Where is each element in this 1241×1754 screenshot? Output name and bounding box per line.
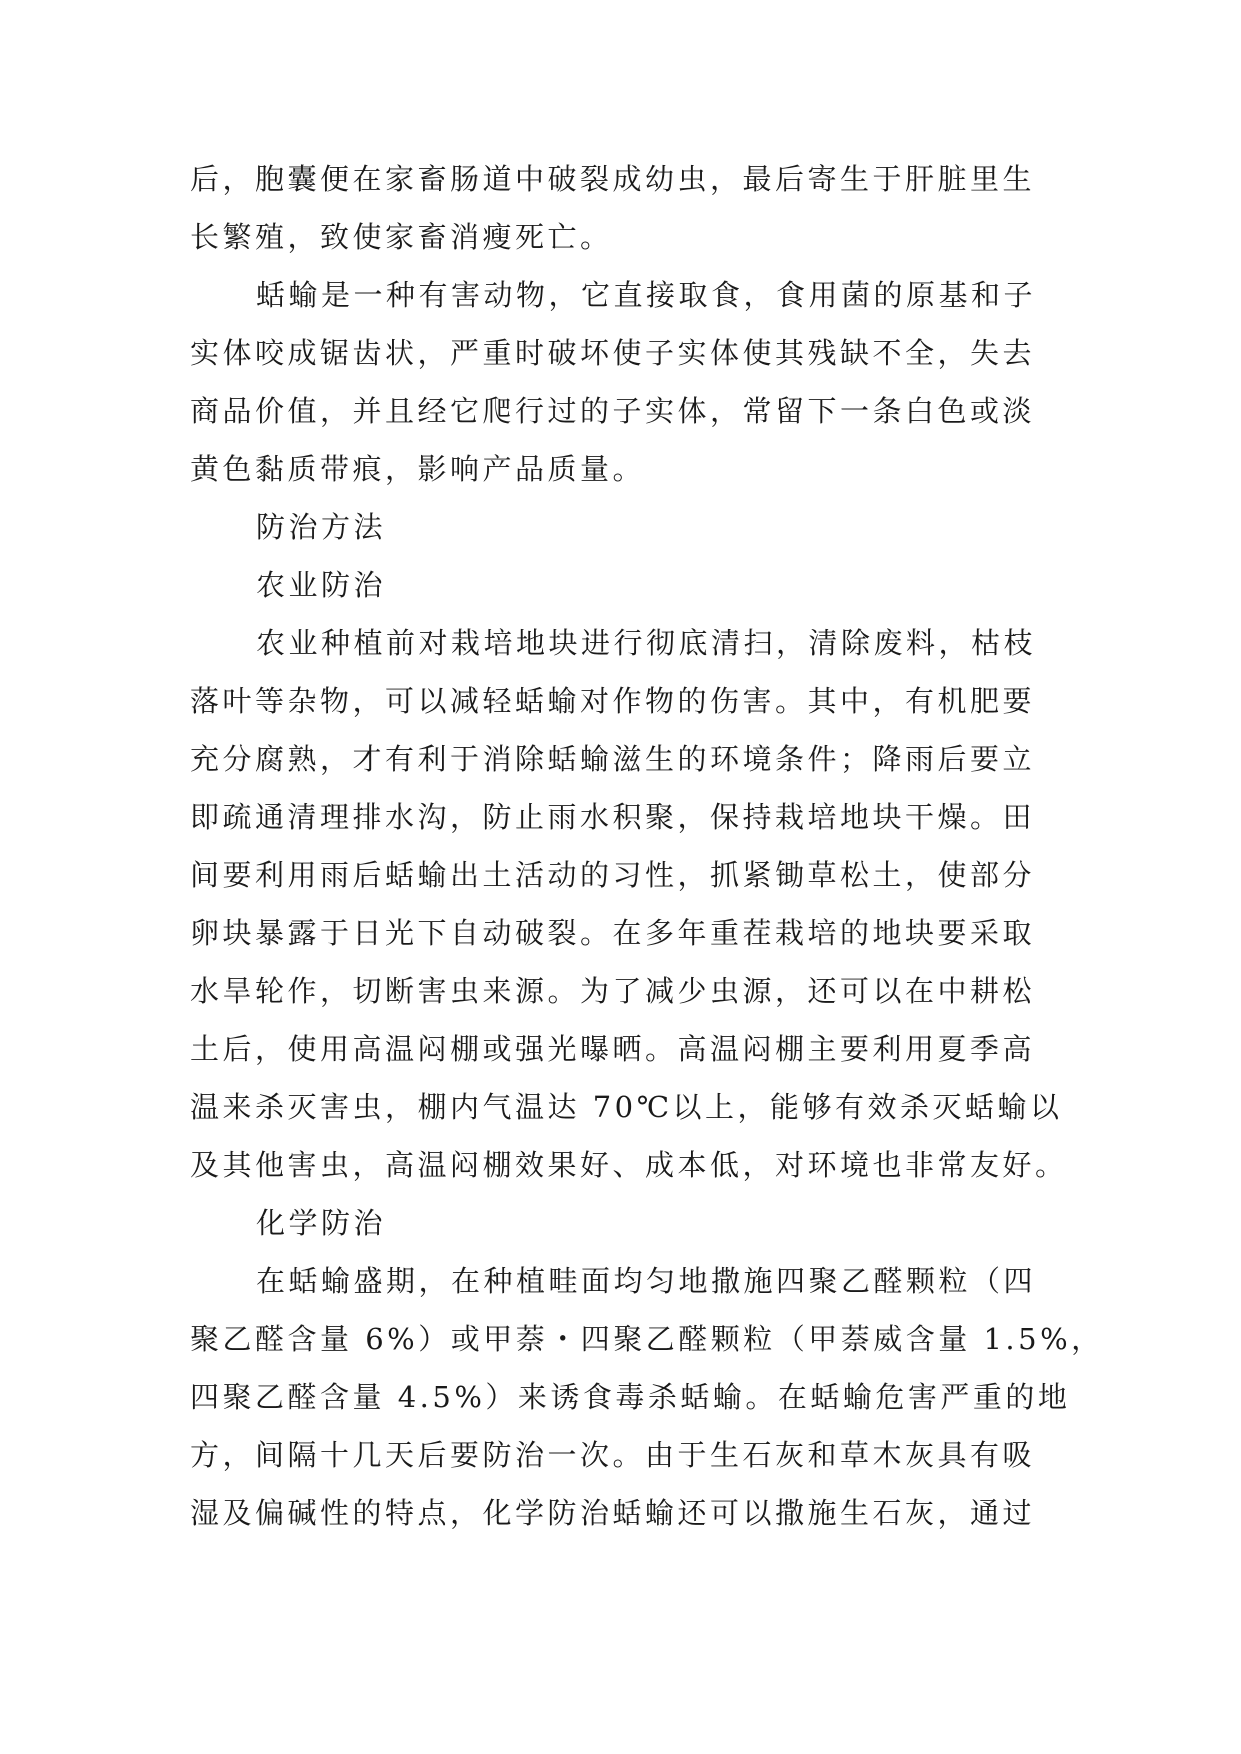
text-line: 间要利用雨后蛞蝓出土活动的习性，抓紧锄草松土，使部分 bbox=[190, 858, 1036, 892]
text-line: 充分腐熟，才有利于消除蛞蝓滋生的环境条件；降雨后要立 bbox=[190, 742, 1036, 776]
text-line: 水旱轮作，切断害虫来源。为了减少虫源，还可以在中耕松 bbox=[190, 974, 1036, 1008]
subsection-heading: 农业防治 bbox=[256, 568, 387, 602]
text-line: 聚乙醛含量 6%）或甲萘・四聚乙醛颗粒（甲萘威含量 1.5%， bbox=[190, 1322, 1104, 1356]
text-line: 实体咬成锯齿状，严重时破坏使子实体使其残缺不全，失去 bbox=[190, 336, 1036, 370]
text-line: 即疏通清理排水沟，防止雨水积聚，保持栽培地块干燥。田 bbox=[190, 800, 1036, 834]
text-line: 方，间隔十几天后要防治一次。由于生石灰和草木灰具有吸 bbox=[190, 1438, 1036, 1472]
text-line: 落叶等杂物，可以减轻蛞蝓对作物的伤害。其中，有机肥要 bbox=[190, 684, 1036, 718]
text-line: 温来杀灭害虫，棚内气温达 70℃以上，能够有效杀灭蛞蝓以 bbox=[190, 1090, 1063, 1124]
section-heading: 防治方法 bbox=[256, 510, 387, 544]
text-line: 商品价值，并且经它爬行过的子实体，常留下一条白色或淡 bbox=[190, 394, 1036, 428]
text-line: 在蛞蝓盛期，在种植畦面均匀地撒施四聚乙醛颗粒（四 bbox=[256, 1264, 1037, 1298]
text-line: 长繁殖，致使家畜消瘦死亡。 bbox=[190, 220, 613, 254]
text-line: 卵块暴露于日光下自动破裂。在多年重茬栽培的地块要采取 bbox=[190, 916, 1036, 950]
document-body bbox=[190, 150, 1104, 1542]
subsection-heading: 化学防治 bbox=[256, 1206, 387, 1240]
text-line: 湿及偏碱性的特点，化学防治蛞蝓还可以撒施生石灰，通过 bbox=[190, 1496, 1036, 1530]
text-line: 土后，使用高温闷棚或强光曝晒。高温闷棚主要利用夏季高 bbox=[190, 1032, 1036, 1066]
text-line: 黄色黏质带痕，影响产品质量。 bbox=[190, 452, 646, 486]
text-line: 蛞蝓是一种有害动物，它直接取食，食用菌的原基和子 bbox=[256, 278, 1037, 312]
text-line: 四聚乙醛含量 4.5%）来诱食毒杀蛞蝓。在蛞蝓危害严重的地 bbox=[190, 1380, 1071, 1414]
text-line: 及其他害虫，高温闷棚效果好、成本低，对环境也非常友好。 bbox=[190, 1148, 1068, 1182]
text-line: 农业种植前对栽培地块进行彻底清扫，清除废料，枯枝 bbox=[256, 626, 1037, 660]
text-line: 后，胞囊便在家畜肠道中破裂成幼虫，最后寄生于肝脏里生 bbox=[190, 162, 1036, 196]
